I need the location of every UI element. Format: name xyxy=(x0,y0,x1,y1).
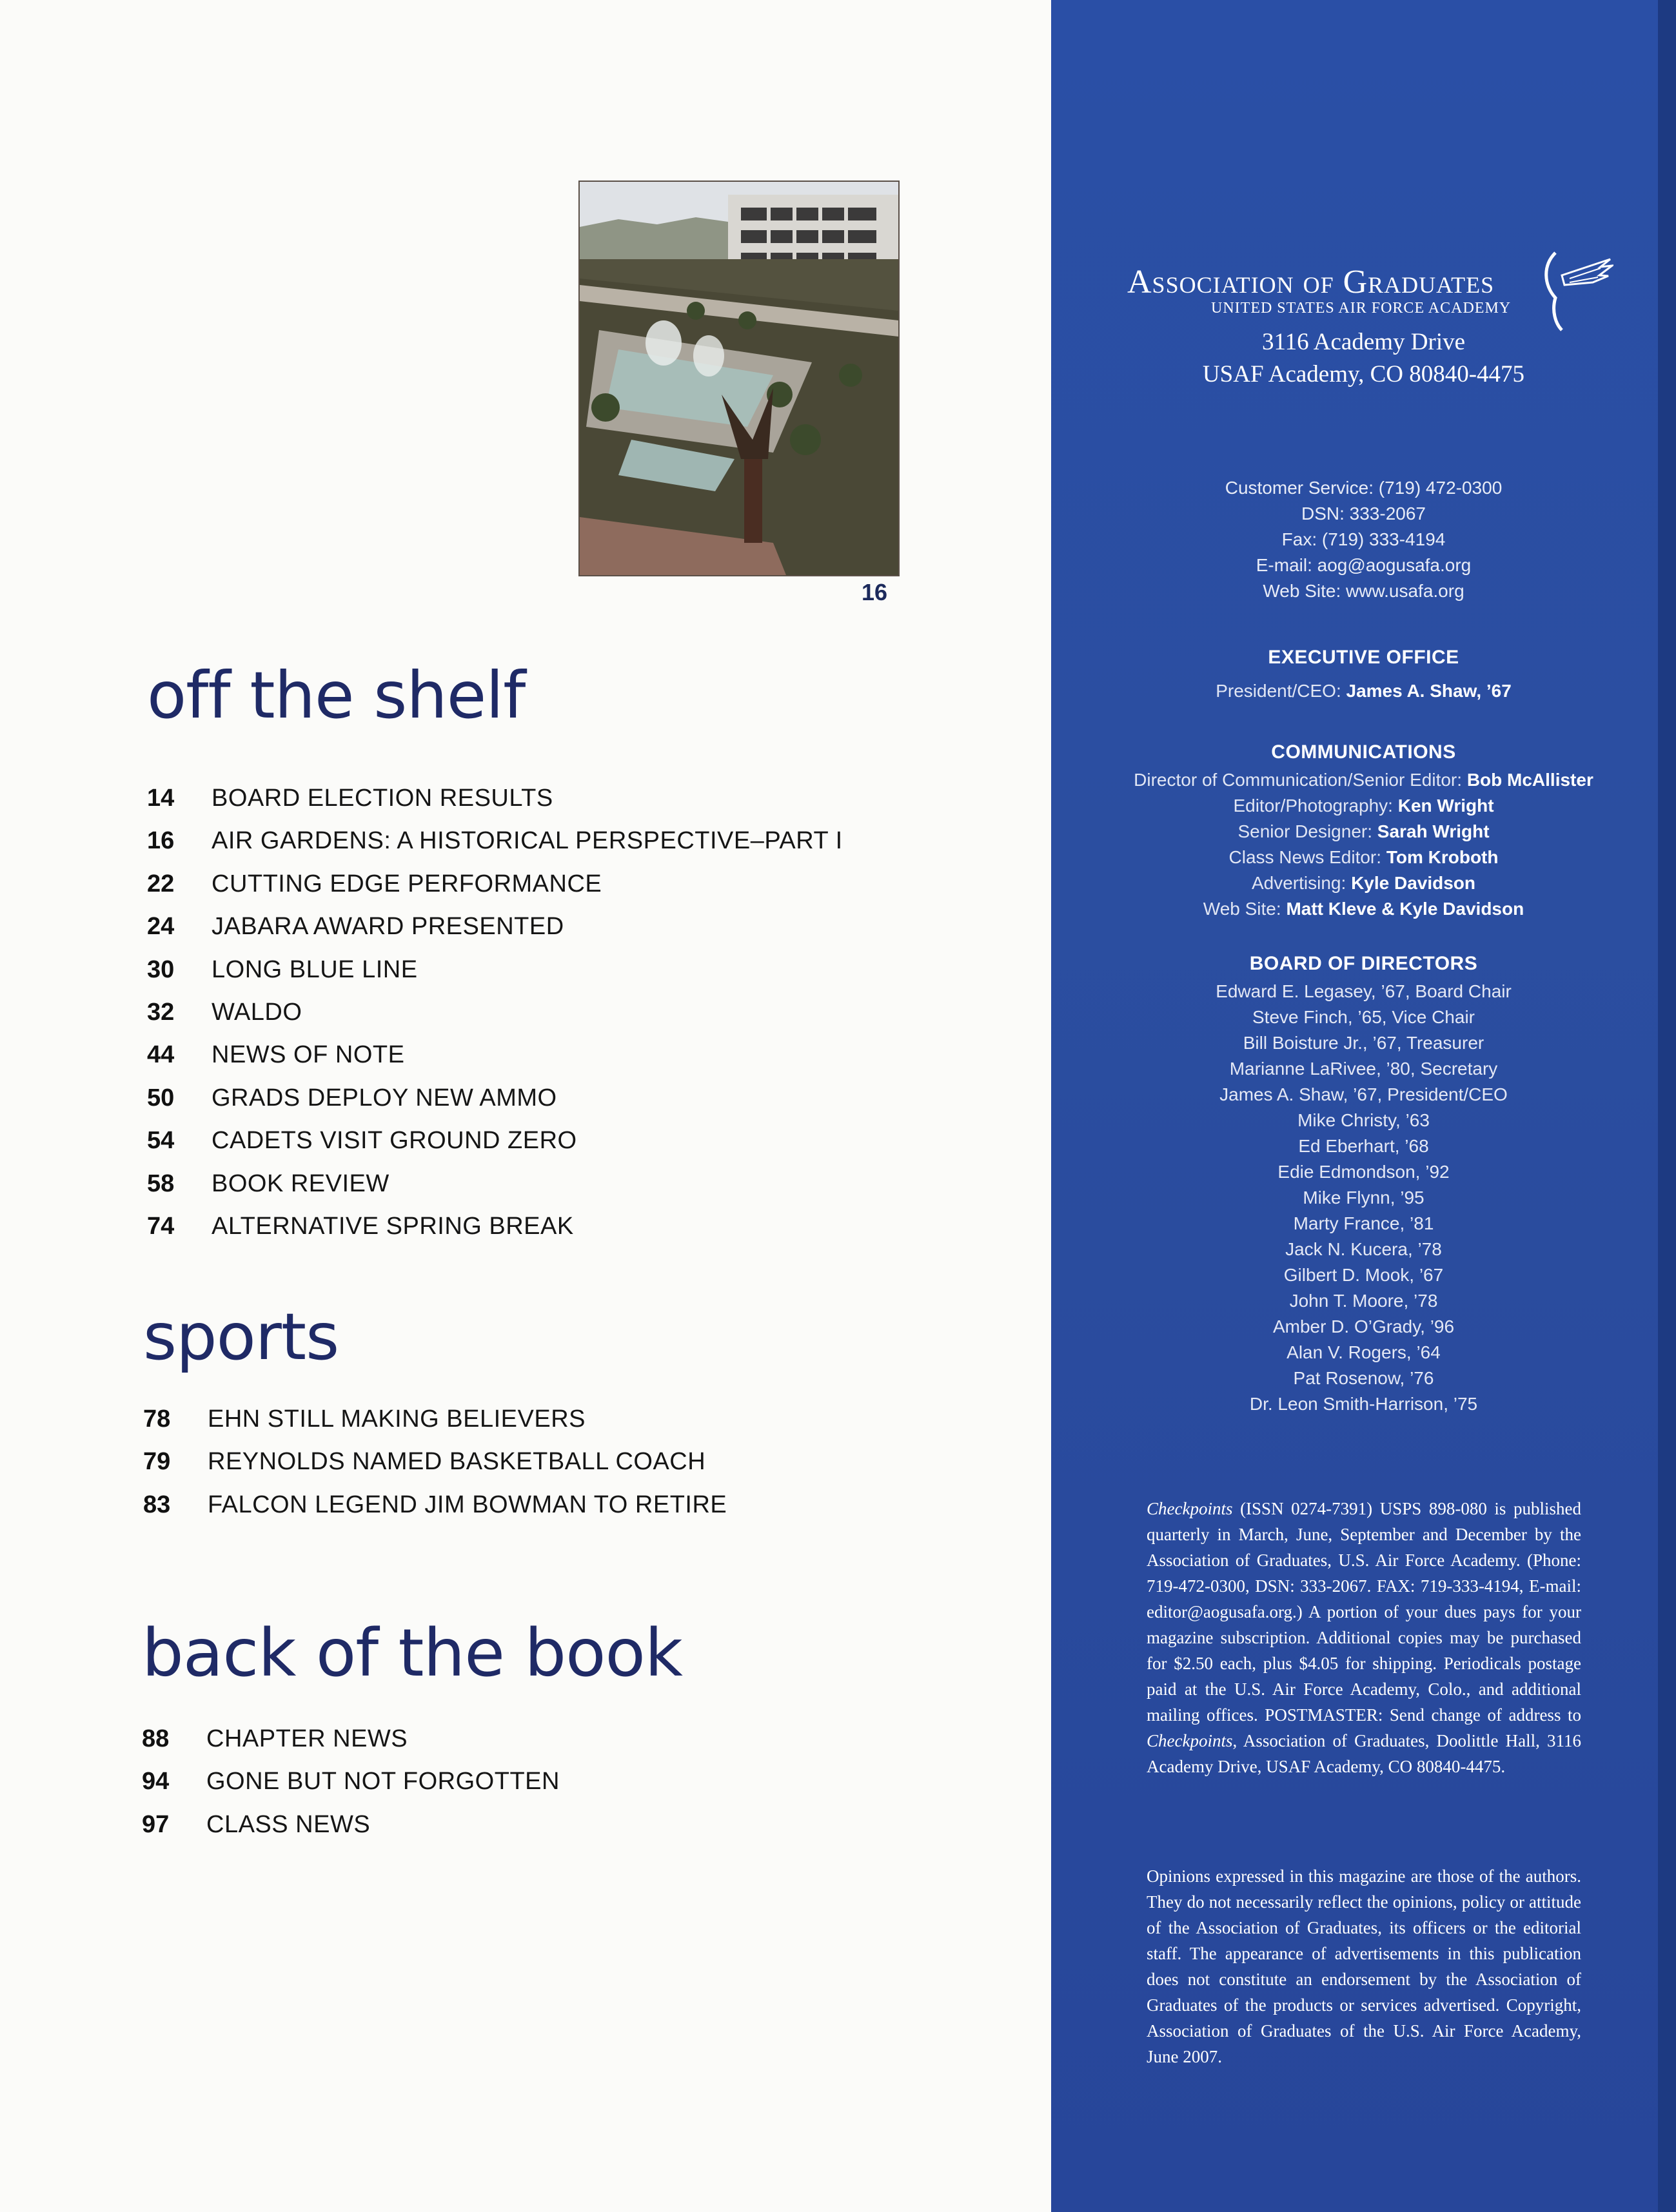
executive-heading: EXECUTIVE OFFICE xyxy=(1268,647,1459,668)
board-member: Jack N. Kucera, ’78 xyxy=(1285,1239,1442,1259)
toc-item[interactable] xyxy=(143,1440,917,1483)
toc-page-number: 79 xyxy=(143,1448,171,1476)
toc-page-number: 74 xyxy=(147,1212,175,1240)
disclaimer-text: Opinions expressed in this magazine are those of the authors. They do not necessarily reflect the opinions, policy or attitude of the Association of Graduates, its officers or the editorial staff. The appearance of advertisements in this publication does not constitute an endorsement by the Association of Graduates of the products or services advertised. Copyright, Association of Graduates of the U.S. Air Force Academy, June 2007. xyxy=(1147,1866,1581,2066)
toc-page-number: 83 xyxy=(143,1491,171,1518)
toc-page-number: 32 xyxy=(147,998,175,1026)
board-member: Edie Edmondson, ’92 xyxy=(1277,1162,1450,1182)
staff-role: Director of Communication/Senior Editor: xyxy=(1134,770,1463,790)
toc-item[interactable] xyxy=(142,1760,916,1803)
staff-role: Editor/Photography: xyxy=(1233,796,1393,816)
publication-statement xyxy=(1147,1496,1581,1779)
toc-list-back-of-the-book xyxy=(142,1718,916,1846)
board-member: Gilbert D. Mook, ’67 xyxy=(1283,1265,1444,1285)
board-member: James A. Shaw, ’67, President/CEO xyxy=(1219,1084,1508,1104)
staff-role: Web Site: xyxy=(1203,899,1281,919)
toc-list-off-the-shelf xyxy=(147,777,921,1248)
board-heading: BOARD OF DIRECTORS xyxy=(1249,953,1478,974)
staff-name: Sarah Wright xyxy=(1377,821,1490,841)
staff-role: Class News Editor: xyxy=(1228,847,1382,867)
board-member: Bill Boisture Jr., ’67, Treasurer xyxy=(1243,1033,1484,1053)
toc-title: GRADS DEPLOY NEW AMMO xyxy=(212,1084,557,1111)
board-member: Amber D. O’Grady, ’96 xyxy=(1272,1316,1455,1336)
toc-title: LONG BLUE LINE xyxy=(212,955,418,983)
fax-line: Fax: (719) 333-4194 xyxy=(1281,529,1446,549)
toc-list-sports xyxy=(143,1398,917,1526)
section-title-back-of-the-book: back of the book xyxy=(142,1615,683,1692)
publication-title: Checkpoints xyxy=(1147,1499,1233,1518)
toc-item[interactable] xyxy=(143,1483,917,1526)
toc-item[interactable] xyxy=(147,991,921,1033)
toc-title: BOOK REVIEW xyxy=(212,1170,389,1197)
staff-name: Matt Kleve & Kyle Davidson xyxy=(1286,899,1524,919)
website-line[interactable]: Web Site: www.usafa.org xyxy=(1263,581,1464,601)
air-gardens-image xyxy=(580,182,898,575)
staff-line xyxy=(1051,896,1676,922)
staff-line xyxy=(1051,767,1676,793)
org-subtitle: UNITED STATES AIR FORCE ACADEMY xyxy=(1211,300,1512,317)
toc-page-number: 30 xyxy=(147,955,175,983)
toc-item[interactable] xyxy=(147,1077,921,1119)
toc-item[interactable] xyxy=(142,1803,916,1846)
board-member: Alan V. Rogers, ’64 xyxy=(1287,1342,1441,1362)
publication-title-2: Checkpoints xyxy=(1147,1731,1233,1750)
board-member: Ed Eberhart, ’68 xyxy=(1298,1136,1429,1156)
address-line-2: USAF Academy, CO 80840-4475 xyxy=(1202,361,1525,387)
section-title-sports: sports xyxy=(143,1299,339,1375)
toc-page-number: 54 xyxy=(147,1127,175,1155)
toc-item[interactable] xyxy=(147,863,921,905)
toc-page-number: 50 xyxy=(147,1084,175,1111)
staff-role: Advertising: xyxy=(1251,873,1346,893)
section-title-off-the-shelf: off the shelf xyxy=(147,658,526,733)
publication-text-2: , Association of Graduates, Doolittle Hall, 3116 Academy Drive, USAF Academy, CO 80840-4475. xyxy=(1147,1731,1581,1776)
toc-page-number: 78 xyxy=(143,1405,171,1433)
customer-service-line: Customer Service: (719) 472-0300 xyxy=(1225,478,1503,498)
staff-name: James A. Shaw, ’67 xyxy=(1346,681,1512,701)
toc-item[interactable] xyxy=(147,777,921,819)
toc-title: ALTERNATIVE SPRING BREAK xyxy=(212,1212,574,1240)
toc-title: GONE BUT NOT FORGOTTEN xyxy=(206,1768,560,1796)
toc-item[interactable] xyxy=(147,819,921,862)
publication-text: (ISSN 0274-7391) USPS 898-080 is published quarterly in March, June, September and December by the Association of Graduates, U.S. Air Force Academy. (Phone: 719-472-0300, DSN: 333-2067. FAX: 719-333-4194, E-mail: editor@aogusafa.org.) A portion of your dues pays for your magazine subscription. Additional copies may be purchased for $2.50 each, plus $4.05 for shipping. Periodicals postage paid at the U.S. Air Force Academy, Colo., and additional mailing offices. POSTMASTER: Send change of address to xyxy=(1147,1499,1581,1725)
toc-page-number: 44 xyxy=(147,1041,175,1069)
toc-page-number: 97 xyxy=(142,1810,170,1838)
staff-role: Senior Designer: xyxy=(1237,821,1373,841)
toc-item[interactable] xyxy=(143,1398,917,1440)
email-line[interactable]: E-mail: aog@aogusafa.org xyxy=(1256,555,1472,575)
communications-list xyxy=(1051,767,1676,922)
toc-page-number: 24 xyxy=(147,913,175,941)
board-member: Pat Rosenow, ’76 xyxy=(1293,1368,1434,1388)
toc-page-number: 14 xyxy=(147,785,175,812)
toc-page-number: 58 xyxy=(147,1170,175,1197)
toc-item[interactable] xyxy=(147,1162,921,1205)
address-line-1: 3116 Academy Drive xyxy=(1261,329,1466,355)
toc-title: JABARA AWARD PRESENTED xyxy=(212,913,564,941)
toc-title: CLASS NEWS xyxy=(206,1810,371,1838)
air-gardens-photo[interactable] xyxy=(578,181,900,576)
toc-title: EHN STILL MAKING BELIEVERS xyxy=(208,1405,586,1433)
communications-heading: COMMUNICATIONS xyxy=(1271,741,1456,763)
board-member: Edward E. Legasey, ’67, Board Chair xyxy=(1216,981,1512,1001)
toc-title: CHAPTER NEWS xyxy=(206,1725,408,1752)
toc-title: AIR GARDENS: A HISTORICAL PERSPECTIVE–PART I xyxy=(212,827,843,855)
toc-title: REYNOLDS NAMED BASKETBALL COACH xyxy=(208,1448,706,1476)
executive-list xyxy=(1051,678,1676,704)
staff-role: President/CEO: xyxy=(1216,681,1341,701)
staff-name: Tom Kroboth xyxy=(1386,847,1499,867)
staff-name: Bob McAllister xyxy=(1466,770,1593,790)
toc-title: BOARD ELECTION RESULTS xyxy=(212,785,553,812)
board-list xyxy=(1051,979,1676,1417)
staff-line xyxy=(1051,845,1676,870)
staff-line xyxy=(1051,819,1676,845)
toc-title: NEWS OF NOTE xyxy=(212,1041,405,1069)
masthead-panel xyxy=(1051,0,1676,2212)
toc-title: CUTTING EDGE PERFORMANCE xyxy=(212,870,602,897)
toc-item[interactable] xyxy=(147,1119,921,1162)
contact-list xyxy=(1051,475,1676,604)
toc-item[interactable] xyxy=(147,1033,921,1076)
toc-item[interactable] xyxy=(147,948,921,991)
wings-logo-icon xyxy=(1536,240,1613,337)
staff-line xyxy=(1051,870,1676,896)
staff-name: Kyle Davidson xyxy=(1351,873,1476,893)
board-member: Mike Flynn, ’95 xyxy=(1303,1188,1425,1208)
toc-page-number: 16 xyxy=(147,827,175,855)
toc-title: CADETS VISIT GROUND ZERO xyxy=(212,1127,577,1155)
staff-name: Ken Wright xyxy=(1397,796,1494,816)
org-name: Association of Graduates xyxy=(1127,264,1495,300)
toc-title: FALCON LEGEND JIM BOWMAN TO RETIRE xyxy=(208,1491,727,1518)
photo-page-number: 16 xyxy=(862,579,888,605)
dsn-line: DSN: 333-2067 xyxy=(1301,504,1426,524)
toc-page-number: 88 xyxy=(142,1725,170,1752)
board-member: Dr. Leon Smith-Harrison, ’75 xyxy=(1249,1394,1478,1414)
board-member: Mike Christy, ’63 xyxy=(1297,1110,1430,1130)
board-member: Steve Finch, ’65, Vice Chair xyxy=(1252,1007,1475,1027)
board-member: Marty France, ’81 xyxy=(1293,1213,1434,1233)
toc-item[interactable] xyxy=(142,1718,916,1760)
executive-line xyxy=(1051,678,1676,704)
toc-page-number: 22 xyxy=(147,870,175,897)
toc-item[interactable] xyxy=(147,905,921,948)
board-member: John T. Moore, ’78 xyxy=(1289,1291,1438,1311)
board-member: Marianne LaRivee, ’80, Secretary xyxy=(1229,1059,1498,1079)
toc-title: WALDO xyxy=(212,998,302,1026)
toc-item[interactable] xyxy=(147,1205,921,1248)
staff-line xyxy=(1051,793,1676,819)
toc-page-number: 94 xyxy=(142,1768,170,1796)
